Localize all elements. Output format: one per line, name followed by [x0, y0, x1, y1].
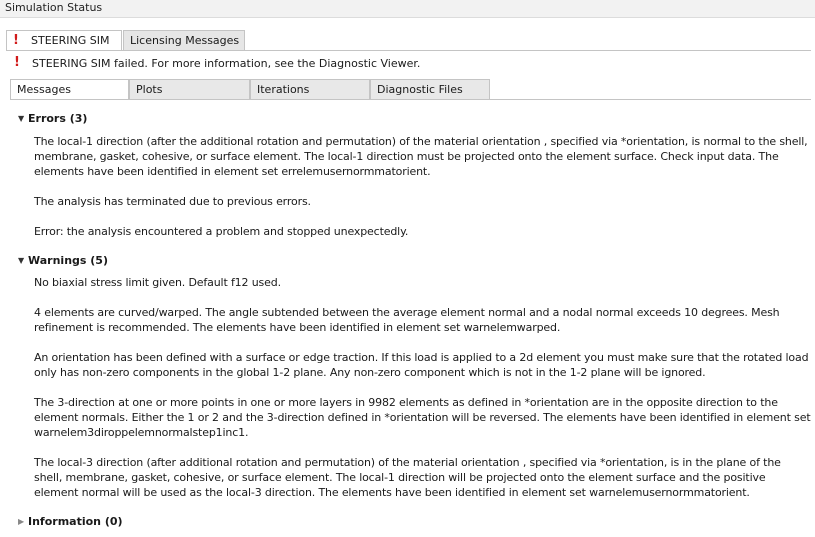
tab-messages[interactable] — [10, 79, 129, 100]
triangle-down-icon: ▼ — [18, 114, 25, 123]
errors-section-header[interactable] — [18, 112, 87, 125]
sub-tab-bar — [10, 79, 811, 100]
warning-message: The local-3 direction (after additional rotation and permutation) of the material orientation , specified via *orientation, is in the plane of the shell, membrane, gasket, cohesive, or surface element. The local-1 direction will be projected onto the element surface and the positive element normal will be used as the local-3 direction. The elements have been identified in element set warnelemusernormmatorient. — [34, 456, 781, 500]
tab-diagnostic-files[interactable] — [370, 79, 490, 100]
tab-label: Plots — [136, 83, 163, 96]
triangle-right-icon: ▶ — [18, 517, 25, 526]
tab-label: Iterations — [257, 83, 310, 96]
information-section-header[interactable] — [18, 515, 123, 528]
top-tab-bar — [6, 30, 811, 51]
warning-message: The 3-direction at one or more points in one or more layers in 9982 elements as defined in *orientation are in the opposite direction to the element normals. Either the 1 or 2 and the 3-direction defined in *orientation will be reversed. The elements have been identified in element set warnelem3diroppelemnormalstep1inc1. — [34, 396, 811, 440]
window-title: Simulation Status — [5, 1, 103, 14]
error-message: The analysis has terminated due to previous errors. — [34, 195, 311, 208]
tab-iterations[interactable] — [250, 79, 370, 100]
error-message: Error: the analysis encountered a problem and stopped unexpectedly. — [34, 225, 409, 238]
exclamation-icon: ! — [14, 55, 20, 70]
tab-label: Messages — [17, 83, 71, 96]
warnings-header-label: Warnings (5) — [28, 254, 108, 267]
status-text: STEERING SIM failed. For more information, see the Diagnostic Viewer. — [32, 57, 421, 70]
tab-label: Licensing Messages — [130, 34, 240, 47]
tab-label: STEERING SIM — [31, 34, 110, 47]
tab-plots[interactable] — [129, 79, 250, 100]
tab-licensing-messages[interactable] — [123, 30, 245, 50]
warning-message: 4 elements are curved/warped. The angle subtended between the average element normal and a nodal normal exceeds 10 degrees. Mesh refinement is recommended. The elements have been identified in element set warnelemwarped. — [34, 306, 780, 335]
warning-message: No biaxial stress limit given. Default f12 used. — [34, 276, 281, 289]
triangle-down-icon: ▼ — [18, 256, 25, 265]
tab-steering-sim[interactable] — [6, 30, 122, 51]
errors-header-label: Errors (3) — [28, 112, 88, 125]
warnings-section-header[interactable] — [18, 254, 108, 267]
information-header-label: Information (0) — [28, 515, 123, 528]
exclamation-icon: ! — [13, 33, 19, 48]
tab-divider — [6, 50, 811, 51]
sub-tab-divider — [10, 99, 811, 100]
tab-label: Diagnostic Files — [377, 83, 463, 96]
warning-message: An orientation has been defined with a surface or edge traction. If this load is applied to a 2d element you must make sure that the rotated load only has non-zero components in the global 1-2 plane. Any non-zero component which is not in the 1-2 plane will be ignored. — [34, 351, 809, 380]
window-title-bar — [0, 0, 815, 18]
error-message: The local-1 direction (after the additional rotation and permutation) of the material orientation , specified via *orientation, is normal to the shell, membrane, gasket, cohesive, or surface element. The local-1 direction must be projected onto the element surface. Check input data. The elements have been identified in element set errelemusernormmatorient. — [34, 135, 808, 179]
